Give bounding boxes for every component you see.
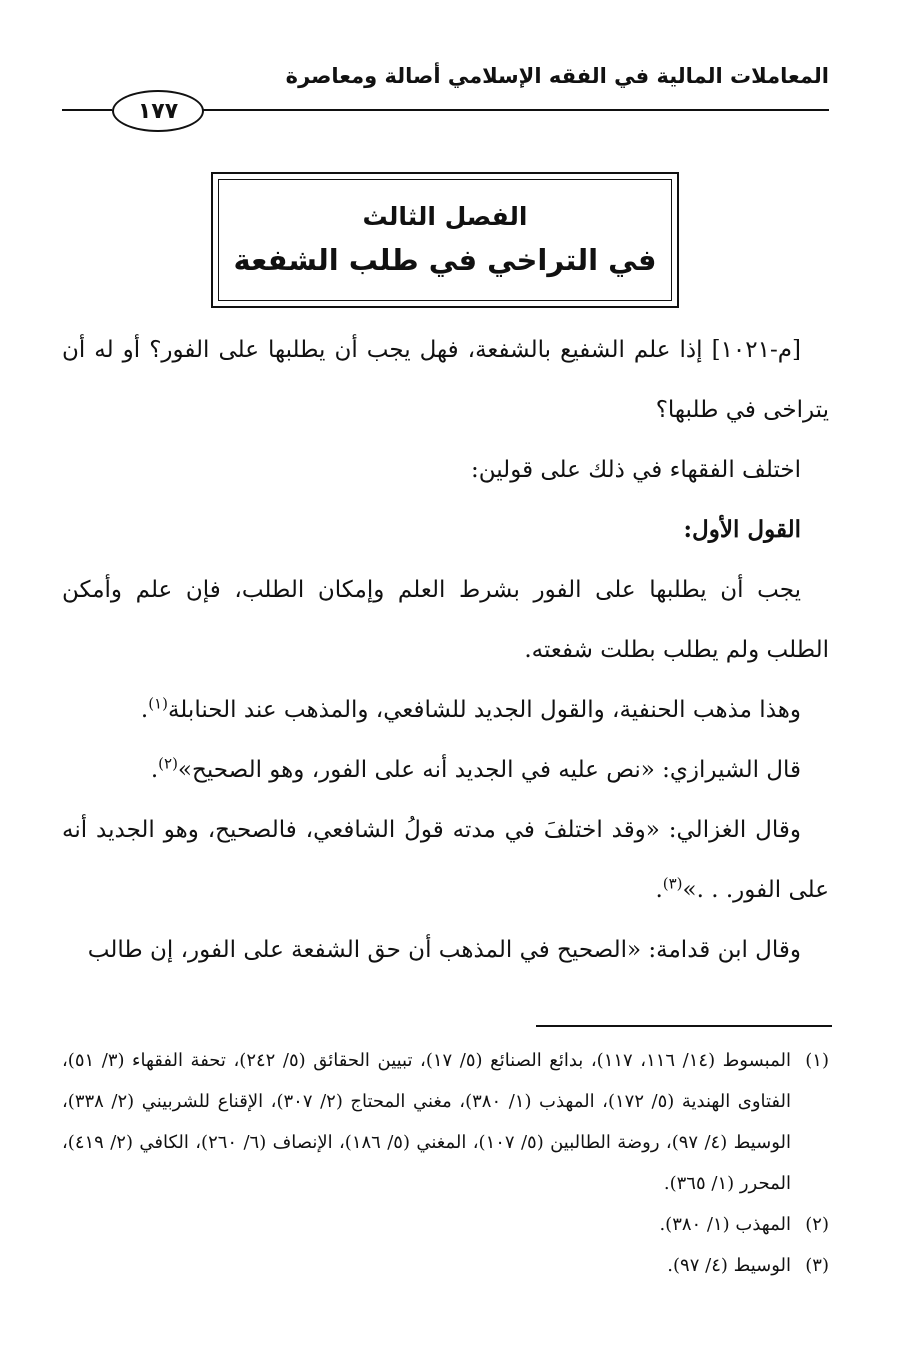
paragraph-madhhab-text: وهذا مذهب الحنفية، والقول الجديد للشافعي، والمذهب عند الحنابلة — [167, 697, 801, 723]
paragraph-first-opinion: يجب أن يطلبها على الفور بشرط العلم وإمكان الطلب، فإن علم وأمكن الطلب ولم يطلب بطلت شفعته. — [62, 577, 829, 663]
period: . — [655, 877, 663, 903]
paragraph-ghazali-text: وقال الغزالي: «وقد اختلفَ في مدته قولُ الشافعي، فالصحيح، وهو الجديد أنه على الفور. . .» — [62, 817, 829, 903]
period: . — [150, 757, 159, 783]
footnote-item — [62, 1204, 829, 1245]
paragraph-ghazali — [62, 800, 829, 920]
body-text — [62, 320, 829, 980]
paragraph-ibn-qudama: وقال ابن قدامة: «الصحيح في المذهب أن حق الشفعة على الفور، إن طالب — [87, 937, 801, 963]
paragraph-disagreement: اختلف الفقهاء في ذلك على قولين: — [470, 457, 801, 483]
page-number: ١٧٧ — [112, 90, 204, 132]
footnote-ref-3: (٣) — [662, 874, 683, 893]
paragraph-shirazi-text: قال الشيرازي: «نص عليه في الجديد أنه على الفور، وهو الصحيح» — [177, 757, 801, 783]
period: . — [140, 697, 149, 723]
footnote-separator — [536, 1025, 832, 1027]
running-title: المعاملات المالية في الفقه الإسلامي أصالة ومعاصرة — [285, 64, 829, 88]
footnote-text: الوسيط (٤/ ٩٧). — [667, 1255, 791, 1276]
chapter-title-inner-frame — [218, 179, 672, 301]
paragraph-first-opinion-heading: القول الأول: — [683, 516, 801, 543]
chapter-title: في التراخي في طلب الشفعة — [233, 243, 657, 278]
chapter-title-box — [211, 172, 679, 308]
header-rule-left — [62, 109, 112, 111]
paragraph-question: [م-١٠٢١] إذا علم الشفيع بالشفعة، فهل يجب أن يطلبها على الفور؟ أو له أن يتراخى في طلبها؟ — [62, 337, 829, 423]
footnote-number: (١) — [805, 1050, 829, 1071]
footnote-item — [62, 1040, 829, 1204]
footnote-number: (٢) — [805, 1214, 829, 1235]
footnote-text: المبسوط (١٤/ ١١٦، ١١٧)، بدائع الصنائع (٥/ ١٧)، تبيين الحقائق (٥/ ٢٤٢)، تحفة الفقهاء (٣/ ٥١)، الفتاوى الهندية (٥/ ١٧٢)، المهذب (١/ ٣٨٠)، مغني المحتاج (٢/ ٣٠٧)، الإقناع للشربيني (٢/ ٣٣٨)، الوسيط (٤/ ٩٧)، روضة الطالبين (٥/ ١٠٧)، المغني (٥/ ١٨٦)، الإنصاف (٦/ ٢٦٠)، الكافي (٢/ ٤١٩)، المحرر (١/ ٣٦٥). — [62, 1050, 792, 1194]
footnotes — [62, 1040, 829, 1286]
header-rule — [200, 109, 829, 111]
footnote-number: (٣) — [805, 1255, 829, 1276]
paragraph-shirazi — [62, 740, 829, 800]
chapter-label: الفصل الثالث — [362, 201, 528, 231]
footnote-ref-2: (٢) — [158, 754, 178, 773]
footnote-ref-1: (١) — [148, 694, 168, 713]
paragraph-madhhab — [62, 680, 829, 740]
footnote-item — [62, 1245, 829, 1286]
footnote-text: المهذب (١/ ٣٨٠). — [659, 1214, 791, 1235]
